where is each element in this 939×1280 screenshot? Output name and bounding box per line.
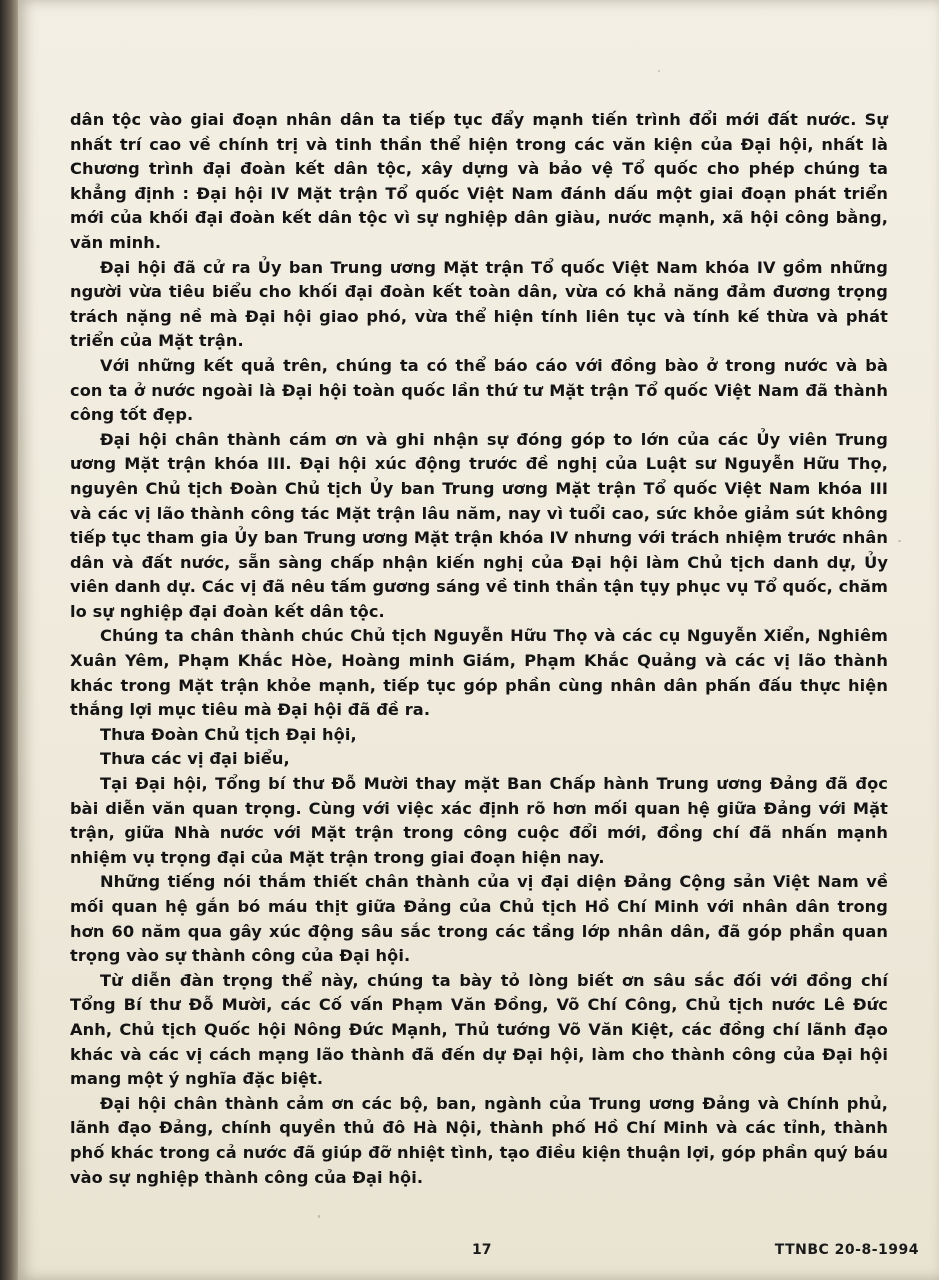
paper-speck: [138, 1180, 141, 1183]
paragraph-10: Từ diễn đàn trọng thể này, chúng ta bày tỏ lòng biết ơn sâu sắc đối với đồng chí Tổng Bí thư Đỗ Mười, các Cố vấn Phạm Văn Đồng, Võ Chí Công, Chủ tịch nước Lê Đức Anh, Chủ tịch Quốc hội Nông Đức Mạnh, Thủ tướng Võ Văn Kiệt, các đồng chí lãnh đạo khác và các vị cách mạng lão thành đã đến dự Đại hội, làm cho thành công của Đại hội mang một ý nghĩa đặc biệt.: [70, 970, 888, 1089]
paragraph-4: Đại hội chân thành cám ơn và ghi nhận sự đóng góp to lớn của các Ủy viên Trung ương Mặt trận khóa III. Đại hội xúc động trước đề nghị của Luật sư Nguyễn Hữu Thọ, nguyên Chủ tịch Đoàn Chủ tịch Ủy ban Trung ương Mặt trận Tổ quốc Việt Nam khóa III và các vị lão thành công tác Mặt trận lâu năm, nay vì tuổi cao, sức khỏe giảm sút không tiếp tục tham gia Ủy ban Trung ương Mặt trận khóa IV nhưng với trách nhiệm trước nhân dân và đất nước, sẵn sàng chấp nhận kiến nghị của Đại hội làm Chủ tịch danh dự, Ủy viên danh dự. Các vị đã nêu tấm gương sáng về tinh thần tận tụy phục vụ Tổ quốc, chăm lo sự nghiệp đại đoàn kết dân tộc.: [70, 429, 888, 621]
paragraph-3: Với những kết quả trên, chúng ta có thể báo cáo với đồng bào ở trong nước và bà con ta ở nước ngoài là Đại hội toàn quốc lần thứ tư Mặt trận Tổ quốc Việt Nam đã thành công tốt đẹp.: [70, 355, 888, 425]
paper-speck: [658, 70, 660, 72]
salutation-presidium: Thưa Đoàn Chủ tịch Đại hội,: [100, 724, 357, 744]
paragraph-11: Đại hội chân thành cảm ơn các bộ, ban, ngành của Trung ương Đảng và Chính phủ, lãnh đạo Đảng, chính quyền thủ đô Hà Nội, thành phố Hồ Chí Minh và các tỉnh, thành phố khác trong cả nước đã giúp đỡ nhiệt tình, tạo điều kiện thuận lợi, góp phần quý báu vào sự nghiệp thành công của Đại hội.: [70, 1093, 888, 1187]
paragraph-2: Đại hội đã cử ra Ủy ban Trung ương Mặt trận Tổ quốc Việt Nam khóa IV gồm những người vừa tiêu biểu cho khối đại đoàn kết toàn dân, vừa có khả năng đảm đương trọng trách nặng nề mà Đại hội giao phó, vừa thể hiện tính liên tục và tính kế thừa và phát triển của Mặt trận.: [70, 257, 888, 351]
book-binding-edge: [0, 0, 18, 1280]
paper-speck: [318, 1215, 320, 1218]
paragraph-1: dân tộc vào giai đoạn nhân dân ta tiếp tục đẩy mạnh tiến trình đổi mới đất nước. Sự nhất trí cao về chính trị và tinh thần thể hiện trong các văn kiện của Đại hội, nhất là Chương trình đại đoàn kết dân tộc, xây dựng và bảo vệ Tổ quốc cho phép chúng ta khẳng định : Đại hội IV Mặt trận Tổ quốc Việt Nam đánh dấu một giai đoạn phát triển mới của khối đại đoàn kết dân tộc vì sự nghiệp dân giàu, nước mạnh, xã hội công bằng, văn minh.: [70, 110, 888, 252]
paper-speck: [898, 540, 901, 542]
page-number: 17: [472, 1242, 492, 1258]
page-body: [70, 108, 888, 1190]
paragraph-8: Tại Đại hội, Tổng bí thư Đỗ Mười thay mặt Ban Chấp hành Trung ương Đảng đã đọc bài diễn văn quan trọng. Cùng với việc xác định rõ hơn mối quan hệ giữa Đảng với Mặt trận, giữa Nhà nước với Mặt trận trong công cuộc đổi mới, đồng chí đã nhấn mạnh nhiệm vụ trọng đại của Mặt trận trong giai đoạn hiện nay.: [70, 774, 888, 867]
paragraph-9: Những tiếng nói thắm thiết chân thành của vị đại diện Đảng Cộng sản Việt Nam về mối quan hệ gắn bó máu thịt giữa Đảng của Chủ tịch Hồ Chí Minh với nhân dân trong hơn 60 năm qua gây xúc động sâu sắc trong các tầng lớp nhân dân, đã góp phần quan trọng vào sự thành công của Đại hội.: [70, 872, 888, 966]
page-footer: [18, 1242, 939, 1266]
salutation-delegates: Thưa các vị đại biểu,: [100, 749, 290, 769]
paragraph-5: Chúng ta chân thành chúc Chủ tịch Nguyễn Hữu Thọ và các cụ Nguyễn Xiển, Nghiêm Xuân Yêm, Phạm Khắc Hòe, Hoàng minh Giám, Phạm Khắc Quảng và các vị lão thành khác trong Mặt trận khỏe mạnh, tiếp tục góp phần cùng nhân dân phấn đấu thực hiện thắng lợi mục tiêu mà Đại hội đã đề ra.: [70, 626, 888, 720]
document-page: [18, 0, 939, 1280]
publication-reference: TTNBC 20-8-1994: [774, 1242, 919, 1258]
